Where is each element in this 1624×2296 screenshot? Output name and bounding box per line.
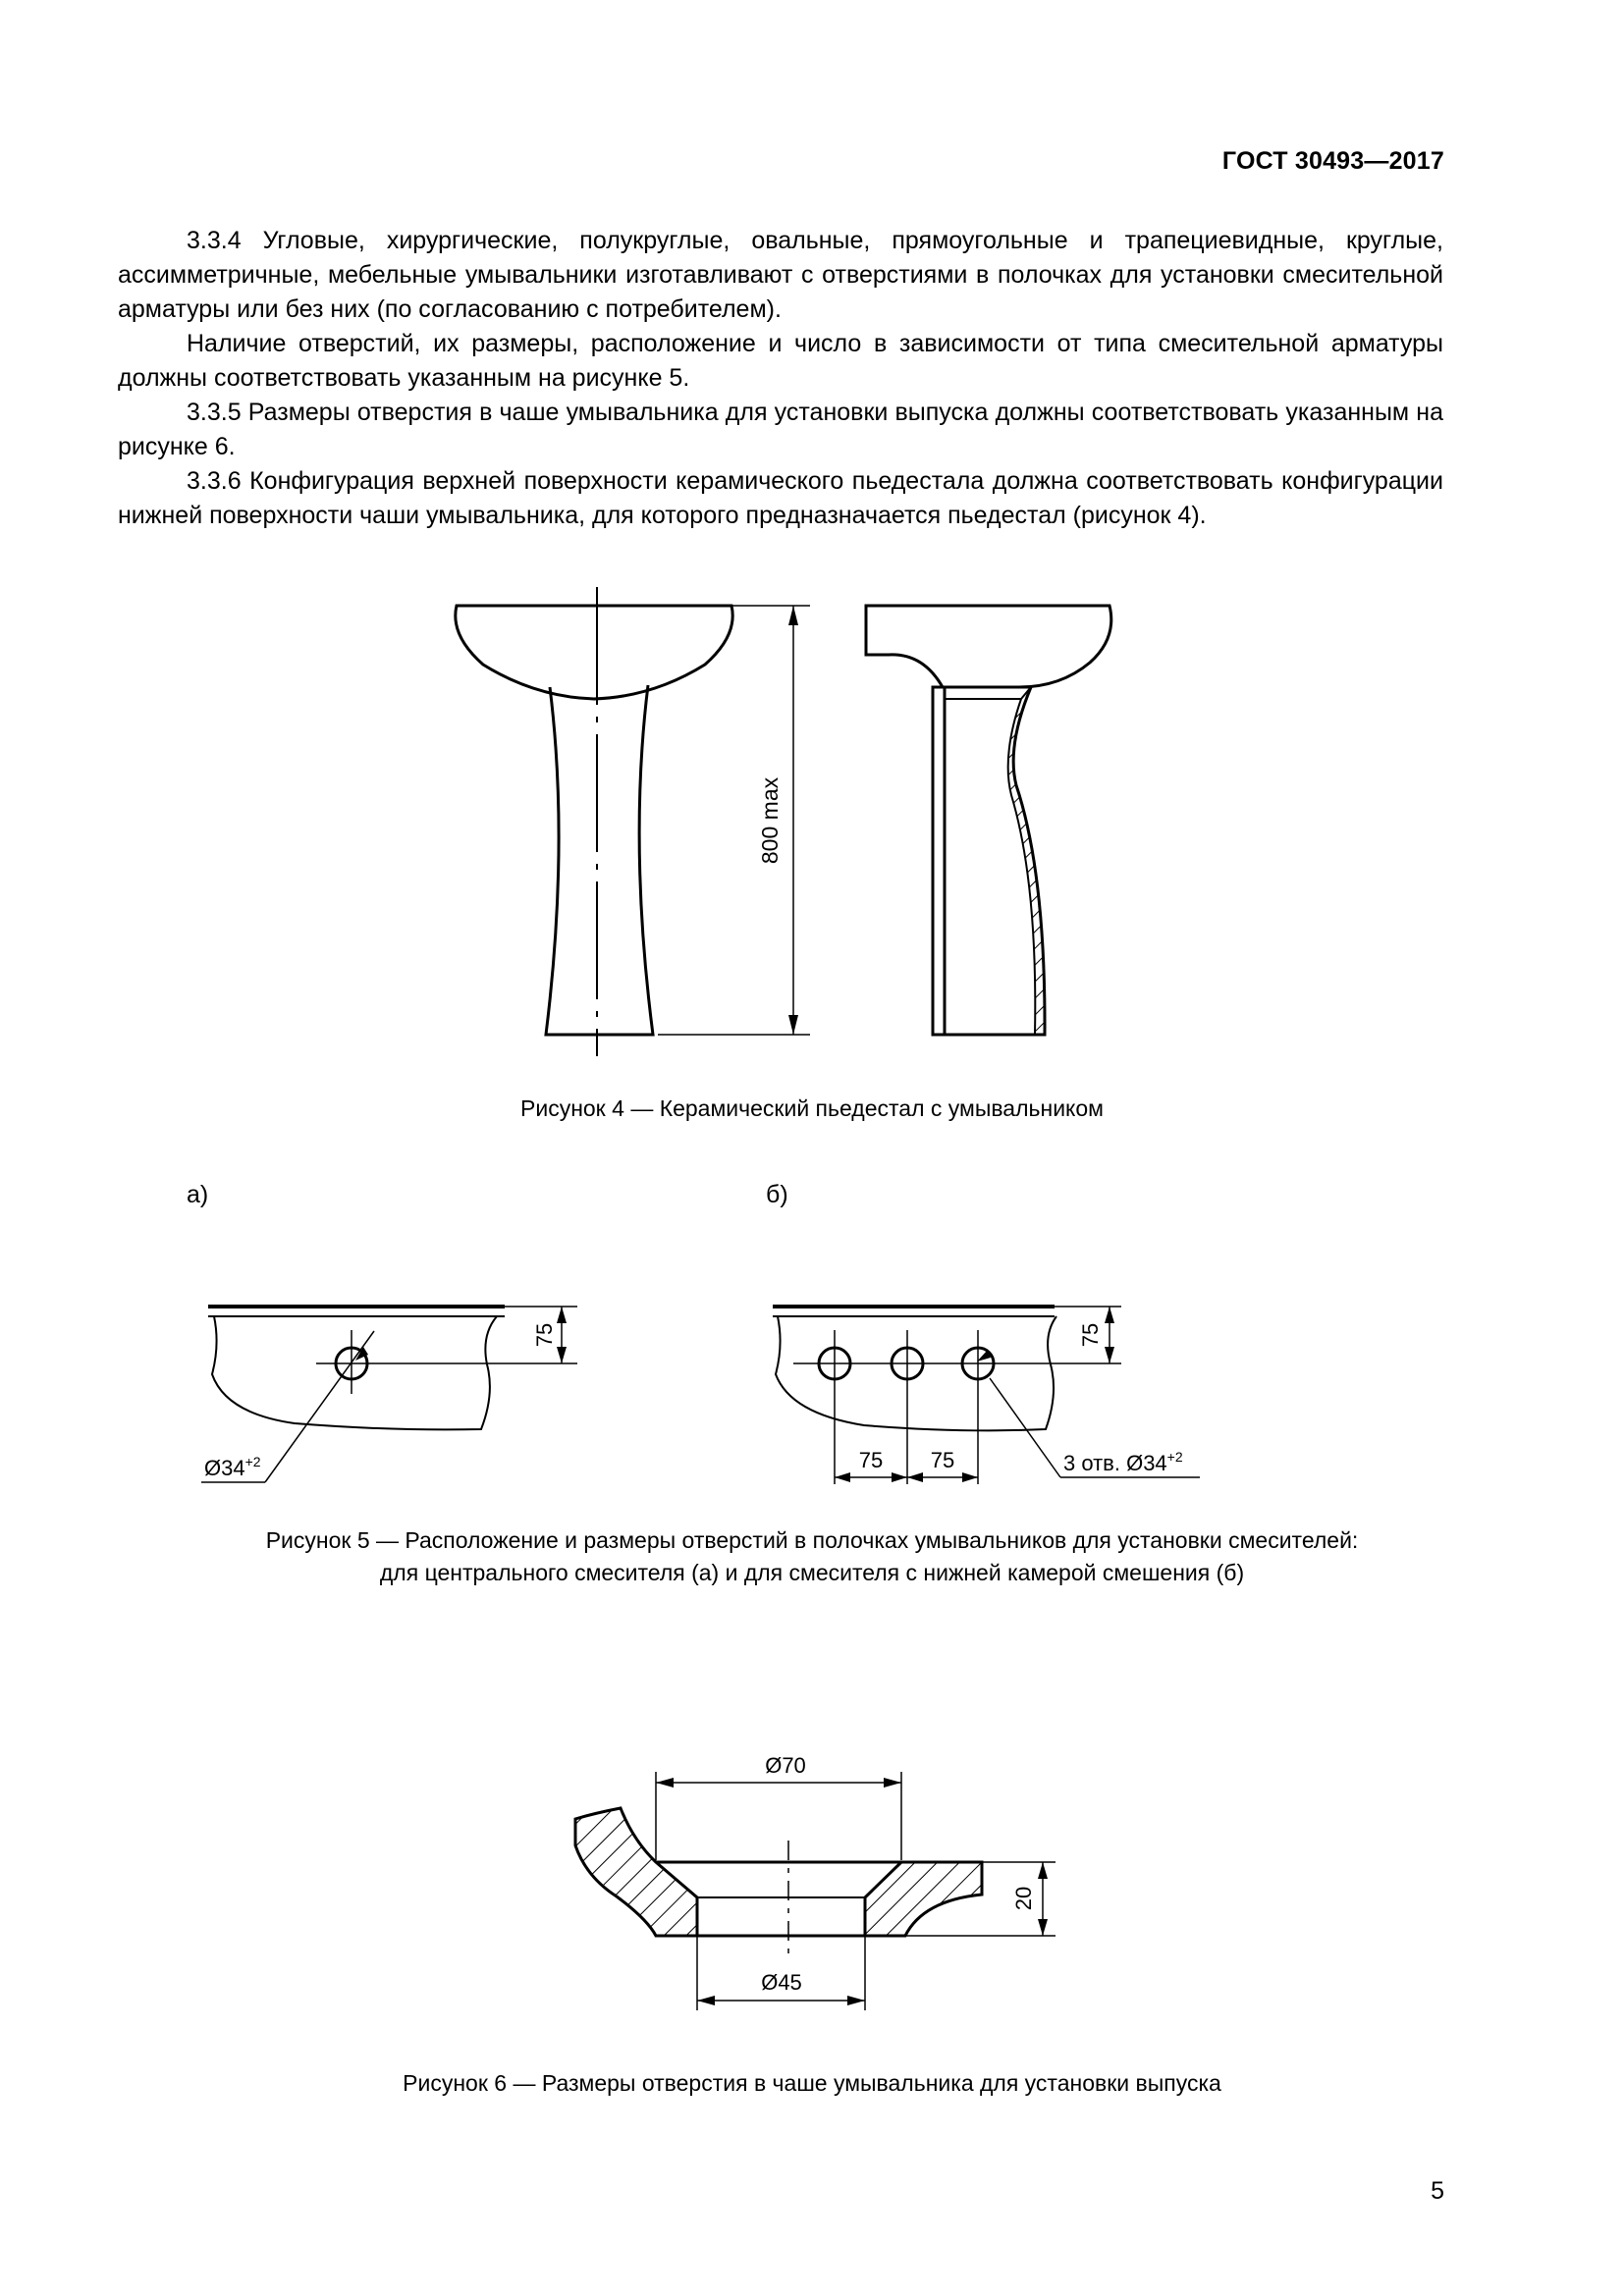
dim-outlet-bottom: Ø45 <box>761 1970 802 1995</box>
figure-5a-label: а) <box>187 1181 209 1208</box>
dim-800-max: 800 max <box>757 776 783 865</box>
figure-5-caption-line-2: для центрального смесителя (а) и для смесителя с нижней камерой смешения (б) <box>379 1560 1245 1585</box>
paragraph-holes: Наличие отверстий, их размеры, расположение и число в зависимости от типа смесительной арматуры должны соответствовать указанным на рисунке 5. <box>118 330 1443 392</box>
paragraph-3-3-6: 3.3.6 Конфигурация верхней поверхности керамического пьедестала должна соответствовать конфигурации нижней поверхности чаши умывальника, для которого предназначается пьедестал (рисунок 4). <box>118 467 1443 529</box>
figure-5b-label: б) <box>766 1181 788 1208</box>
figure-6-drawing <box>0 1747 1624 1995</box>
page-number: 5 <box>1431 2177 1444 2205</box>
figure-5-drawing <box>0 1276 1624 1502</box>
dim-b-holes: 3 отв. $Ø34^{+2}$ <box>1063 1449 1183 1475</box>
basin-side <box>866 606 1111 687</box>
outlet-left-wall <box>575 1808 697 1936</box>
dim-b-spacing-2: 75 <box>930 1448 955 1472</box>
figure-4-drawing <box>0 579 1624 1070</box>
pedestal-front <box>546 685 653 1035</box>
figure-4-caption: Рисунок 4 — Керамический пьедестал с умывальником <box>520 1095 1104 1121</box>
dim-outlet-height: 20 <box>1011 1886 1036 1911</box>
dim-a-diameter: $Ø34^{+2}$ <box>204 1454 261 1480</box>
shelf-a-outline <box>212 1316 497 1429</box>
basin-front <box>456 606 732 699</box>
body-text <box>118 224 1443 533</box>
dim-outlet-top: Ø70 <box>765 1753 806 1778</box>
dim-b-spacing-1: 75 <box>858 1448 884 1472</box>
dim-b-depth: 75 <box>1078 1322 1103 1348</box>
dim-a-depth: 75 <box>532 1322 557 1348</box>
figure-5-caption-line-1: Рисунок 5 — Расположение и размеры отверстий в полочках умывальников для установки смесителей: <box>265 1527 1359 1553</box>
document-code: ГОСТ 30493—2017 <box>1221 147 1444 175</box>
figure-6-caption: Рисунок 6 — Размеры отверстия в чаше умывальника для установки выпуска <box>403 2070 1221 2096</box>
paragraph-3-3-4: 3.3.4 Угловые, хирургические, полукруглые, овальные, прямоугольные и трапециевидные, круглые, ассимметричные, мебельные умывальники изготавливают с отверстиями в полочках для установки смесительной арматуры или без них (по согласованию с потребителем). <box>118 227 1443 323</box>
outlet-right-wall <box>865 1862 982 1936</box>
paragraph-3-3-5: 3.3.5 Размеры отверстия в чаше умывальника для установки выпуска должны соответствовать указанным на рисунке 6. <box>118 399 1443 460</box>
